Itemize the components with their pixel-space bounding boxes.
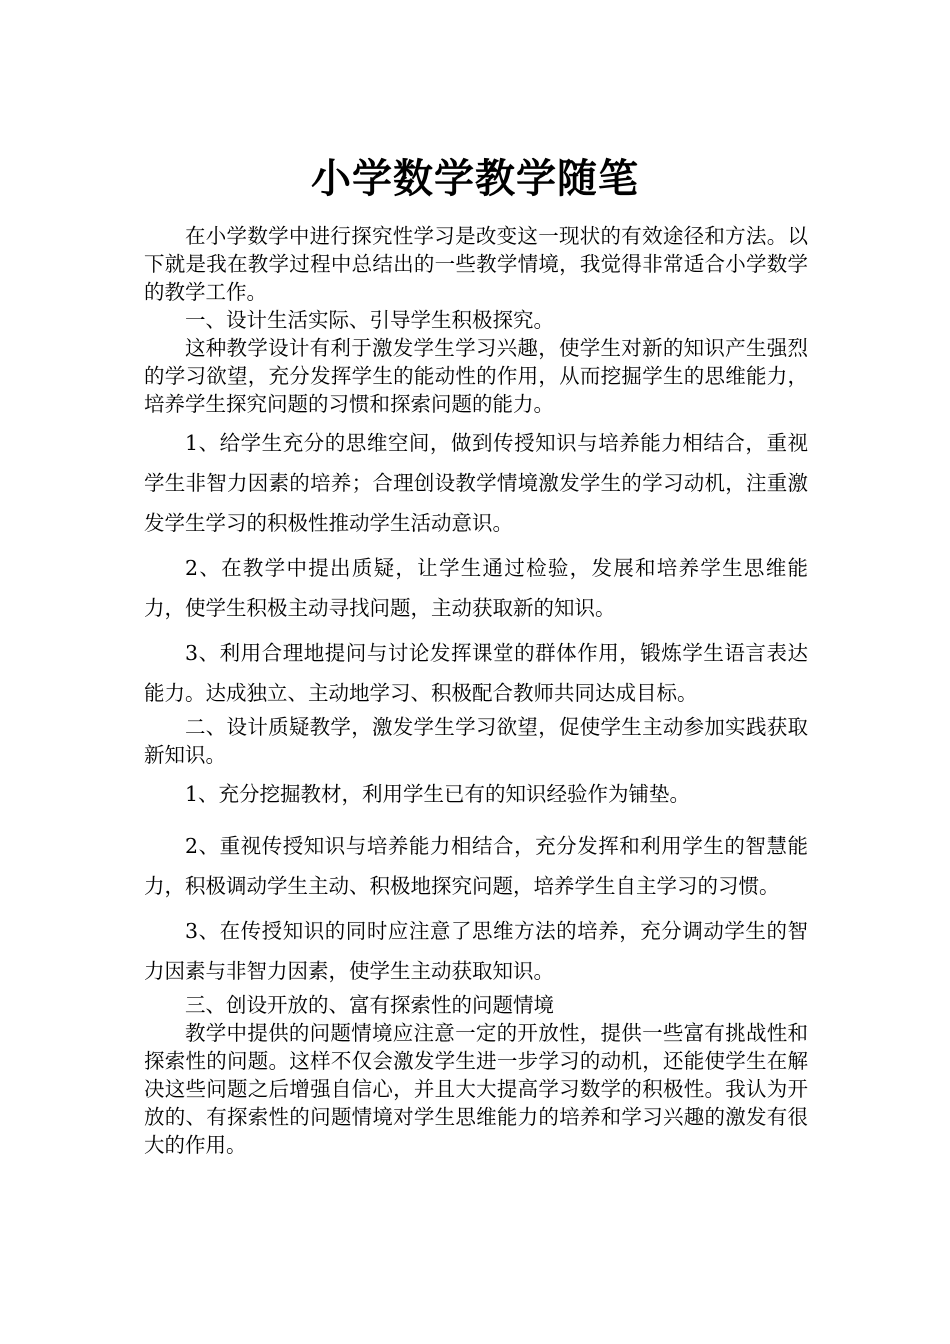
section-heading-1: 一、设计生活实际、引导学生积极探究。 [185,308,554,332]
section-2-item-2: 2、重视传授知识与培养能力相结合，充分发挥和利用学生的智慧能力，积极调动学生主动、积极地探究问题，培养学生自主学习的习惯。 [144,834,808,898]
section-1-paragraph: 这种教学设计有利于激发学生学习兴趣，使学生对新的知识产生强烈的学习欲望，充分发挥学生的能动性的作用，从而挖掘学生的思维能力，培养学生探究问题的习惯和探索问题的能力。 [144,336,808,416]
section-2-item-1: 1、充分挖掘教材，利用学生已有的知识经验作为铺垫。 [185,782,691,806]
intro-paragraph: 在小学数学中进行探究性学习是改变这一现状的有效途径和方法。以下就是我在教学过程中总结出的一些教学情境，我觉得非常适合小学数学的教学工作。 [144,224,808,304]
document-title: 小学数学教学随笔 [311,154,639,202]
section-heading-2: 二、设计质疑教学，激发学生学习欲望，促使学生主动参加实践获取新知识。 [144,715,808,767]
section-1-item-3: 3、利用合理地提问与讨论发挥课堂的群体作用，锻炼学生语言表达能力。达成独立、主动地学习、积极配合教师共同达成目标。 [144,641,808,705]
section-heading-3: 三、创设开放的、富有探索性的问题情境 [185,993,554,1017]
section-1-item-1: 1、给学生充分的思维空间，做到传授知识与培养能力相结合，重视学生非智力因素的培养；合理创设教学情境激发学生的学习动机，注重激发学生学习的积极性推动学生活动意识。 [144,431,808,535]
document-body [144,222,808,1159]
section-3-paragraph: 教学中提供的问题情境应注意一定的开放性，提供一些富有挑战性和探索性的问题。这样不仅会激发学生进一步学习的动机，还能使学生在解决这些问题之后增强自信心，并且大大提高学习数学的积极性。我认为开放的、有探索性的问题情境对学生思维能力的培养和学习兴趣的激发有很大的作用。 [144,1021,808,1157]
section-1-item-2: 2、在教学中提出质疑，让学生通过检验，发展和培养学生思维能力，使学生积极主动寻找问题，主动获取新的知识。 [144,556,808,620]
section-2-item-3: 3、在传授知识的同时应注意了思维方法的培养，充分调动学生的智力因素与非智力因素，使学生主动获取知识。 [144,919,808,983]
